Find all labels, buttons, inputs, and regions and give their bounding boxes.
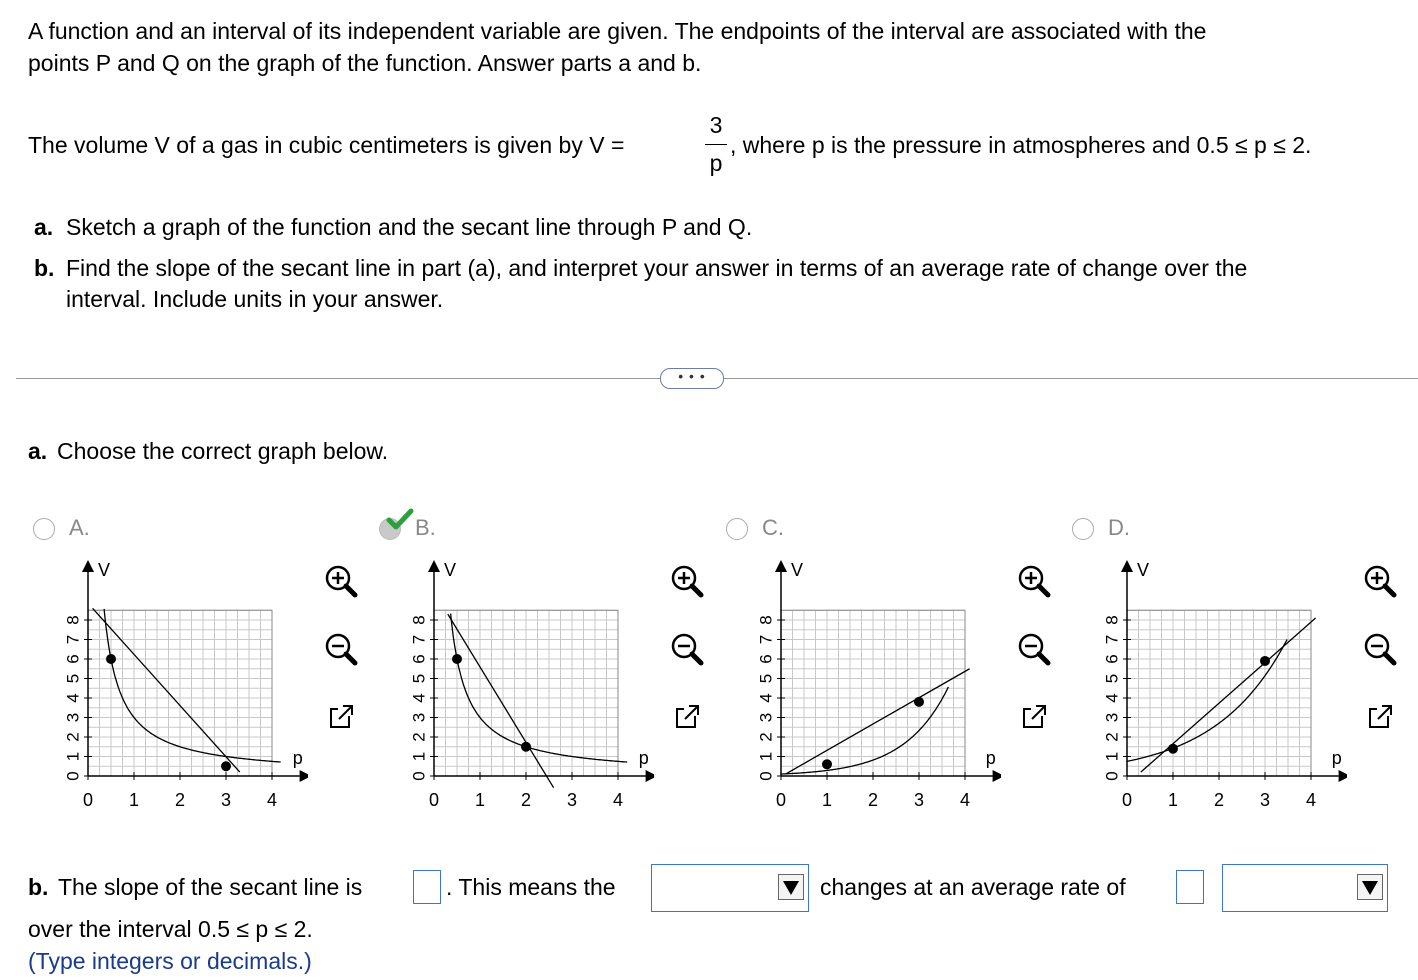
y-tick-label: 0 [756,771,776,781]
y-tick-label: 7 [756,634,776,645]
y-tick-label: 7 [409,634,429,645]
x-axis-arrow-icon [993,770,1001,782]
zoom-in-icon[interactable] [1357,558,1403,604]
y-tick-label: 2 [409,732,429,742]
x-tick-label: 2 [1213,790,1225,810]
option-a-radio[interactable] [33,518,55,540]
y-axis-label: V [1137,560,1150,580]
x-tick-label: 0 [775,790,787,810]
secant-point [452,654,462,664]
y-tick-label: 7 [63,634,83,645]
x-tick-label: 2 [174,790,186,810]
x-tick-label: 3 [566,790,578,810]
x-tick-label: 4 [266,790,278,810]
slope-prompt-text: The slope of the secant line is [58,874,363,900]
y-tick-label: 4 [63,693,83,703]
x-tick-label: 1 [821,790,833,810]
rate-input[interactable] [1176,870,1204,904]
hint-text: (Type integers or decimals.) [28,948,312,974]
x-tick-label: 0 [428,790,440,810]
x-tick-label: 3 [220,790,232,810]
x-tick-label: 3 [1259,790,1271,810]
y-axis-label: V [98,560,111,580]
y-axis-label: V [791,560,804,580]
zoom-out-icon[interactable] [1011,626,1057,672]
y-tick-label: 6 [63,654,83,664]
part-a-instruction-text: Sketch a graph of the function and the secant line through P and Q. [66,214,753,240]
x-axis-label: p [292,748,303,768]
option-a-label: A. [69,515,90,540]
option-c-radio[interactable] [726,518,748,540]
slope-input[interactable] [413,870,441,904]
zoom-out-icon[interactable] [318,626,364,672]
x-tick-label: 4 [612,790,624,810]
y-tick-label: 4 [1102,693,1122,703]
secant-point [1168,744,1178,754]
y-tick-label: 6 [409,654,429,664]
part-b-instruction: b. [34,255,55,281]
zoom-out-icon[interactable] [1357,626,1403,672]
y-tick-label: 4 [409,693,429,703]
x-tick-label: 1 [128,790,140,810]
y-tick-label: 8 [756,615,776,625]
chevron-down-icon [1357,874,1383,900]
more-button[interactable]: • • • [660,368,724,389]
y-tick-label: 1 [409,751,429,762]
x-axis-arrow-icon [1339,770,1347,782]
x-tick-label: 3 [913,790,925,810]
y-tick-label: 2 [63,732,83,742]
graph-option-d [1097,558,1347,813]
y-tick-label: 5 [409,673,429,684]
volume-text-before: The volume V of a gas in cubic centimeters is given by V = [28,132,625,158]
function-curve [104,609,281,762]
y-tick-label: 3 [756,712,776,723]
x-axis-arrow-icon [300,770,308,782]
fraction-denominator: p [709,150,723,176]
secant-point [1260,656,1270,666]
graph-option-a [58,558,308,813]
x-axis-label: p [638,748,649,768]
y-axis-label: V [444,560,457,580]
y-tick-label: 1 [756,751,776,762]
option-b-label: B. [415,515,436,540]
part-a-prompt: a. [28,438,48,464]
interval-text: over the interval 0.5 ≤ p ≤ 2. [28,916,313,942]
secant-point [221,761,231,771]
secant-point [521,742,531,752]
intro-line-1: A function and an interval of its independent variable are given. The endpoints of the interval are associated with the [28,18,1207,44]
option-c-label: C. [762,515,784,540]
x-tick-label: 4 [1305,790,1317,810]
y-tick-label: 7 [1102,634,1122,645]
open-external-icon[interactable] [1011,694,1057,740]
y-tick-label: 0 [1102,771,1122,781]
zoom-out-icon[interactable] [664,626,710,672]
x-tick-label: 0 [82,790,94,810]
x-axis-label: p [1331,748,1342,768]
quantity-dropdown[interactable] [651,864,809,912]
y-tick-label: 0 [409,771,429,781]
secant-point [106,654,116,664]
y-tick-label: 3 [409,712,429,723]
y-tick-label: 1 [1102,751,1122,762]
zoom-in-icon[interactable] [318,558,364,604]
y-axis-arrow-icon [775,560,787,572]
chevron-down-icon [778,874,804,900]
option-d-radio[interactable] [1072,518,1094,540]
part-a-prompt-text: Choose the correct graph below. [57,438,389,464]
secant-point [822,759,832,769]
part-b-label: b. [28,874,49,900]
option-d-label: D. [1108,515,1130,540]
open-external-icon[interactable] [1357,694,1403,740]
y-tick-label: 2 [756,732,776,742]
x-tick-label: 2 [867,790,879,810]
y-tick-label: 0 [63,771,83,781]
secant-line [93,608,240,772]
y-tick-label: 8 [1102,615,1122,625]
y-tick-label: 3 [63,712,83,723]
part-b-instruction-line2: interval. Include units in your answer. [66,286,444,312]
y-tick-label: 6 [756,654,776,664]
zoom-in-icon[interactable] [664,558,710,604]
y-axis-arrow-icon [82,560,94,572]
x-axis-arrow-icon [646,770,654,782]
fraction-bar [705,144,727,145]
graph-option-c [751,558,1001,813]
y-tick-label: 6 [1102,654,1122,664]
check-icon [386,508,414,532]
meaning-text: . This means the [446,874,616,900]
rate-text: changes at an average rate of [820,874,1126,900]
open-external-icon[interactable] [318,694,364,740]
y-tick-label: 1 [63,751,83,762]
part-a-instruction: a. [34,214,54,240]
x-tick-label: 1 [474,790,486,810]
graph-option-b [404,558,654,813]
y-tick-label: 4 [756,693,776,703]
x-tick-label: 4 [959,790,971,810]
y-axis-arrow-icon [428,560,440,572]
y-tick-label: 2 [1102,732,1122,742]
fraction-numerator: 3 [709,112,723,138]
y-tick-label: 5 [1102,673,1122,684]
y-tick-label: 5 [63,673,83,684]
secant-point [914,697,924,707]
y-tick-label: 3 [1102,712,1122,723]
volume-text-after: , where p is the pressure in atmospheres and 0.5 ≤ p ≤ 2. [730,132,1312,158]
zoom-in-icon[interactable] [1011,558,1057,604]
x-axis-label: p [985,748,996,768]
secant-line [1141,618,1316,772]
y-axis-arrow-icon [1121,560,1133,572]
x-tick-label: 2 [520,790,532,810]
open-external-icon[interactable] [664,694,710,740]
y-tick-label: 8 [409,615,429,625]
y-tick-label: 5 [756,673,776,684]
x-tick-label: 0 [1121,790,1133,810]
intro-line-2: points P and Q on the graph of the function. Answer parts a and b. [28,50,702,76]
x-tick-label: 1 [1167,790,1179,810]
units-dropdown[interactable] [1222,864,1388,912]
y-tick-label: 8 [63,615,83,625]
part-b-instruction-line1: Find the slope of the secant line in part (a), and interpret your answer in terms of an average rate of change over the [66,255,1248,281]
